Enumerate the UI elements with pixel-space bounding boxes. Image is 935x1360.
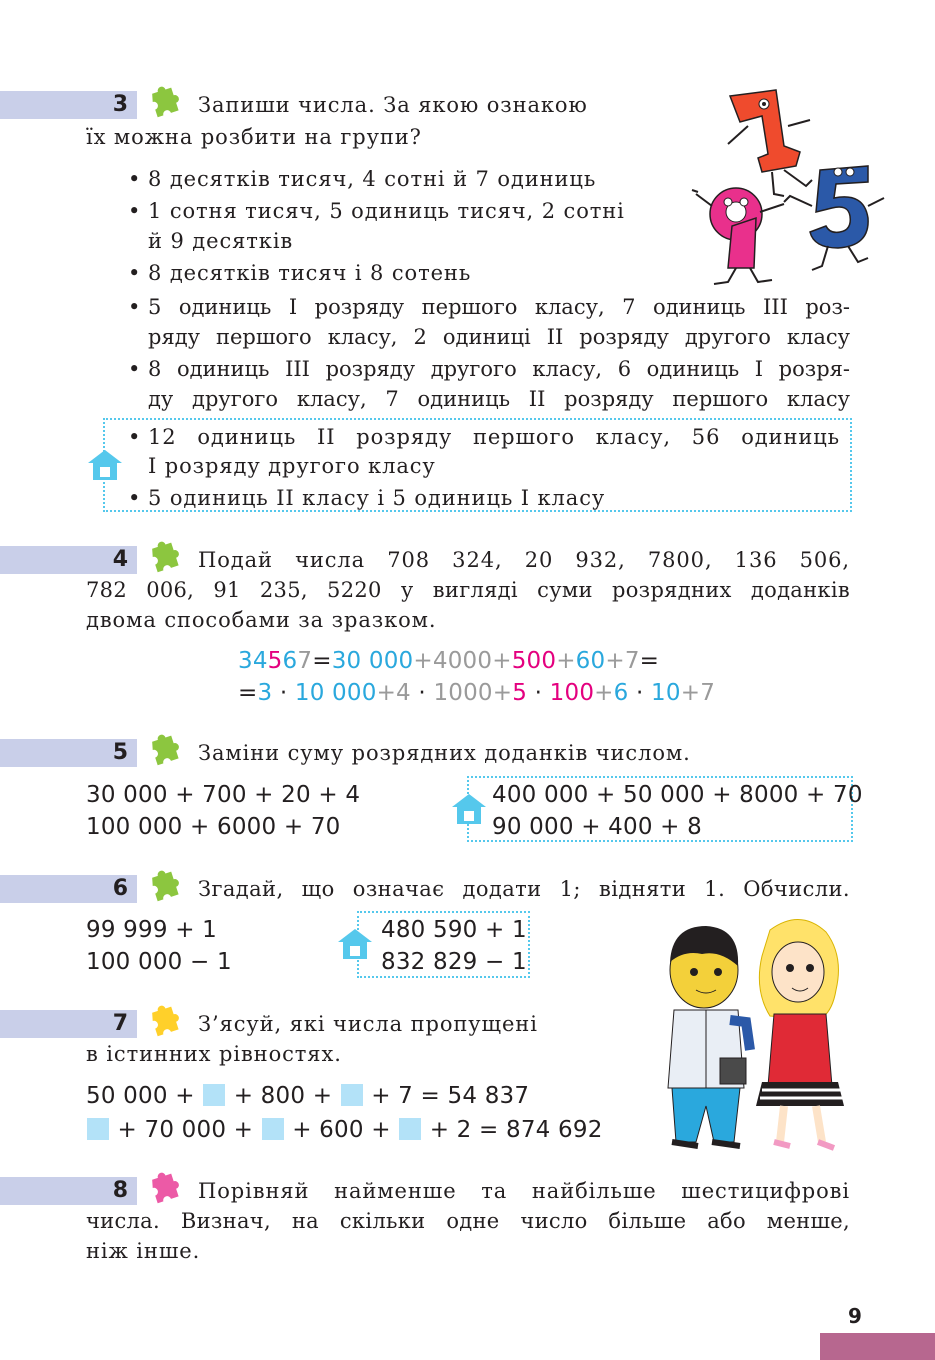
girl-figure [756,919,844,1148]
sample-token: 30 000 [331,648,414,674]
task-6-text: Згадай, що означає додати 1; відняти 1. Обчисли. [198,877,850,901]
task-4-text-line-3: двома способами за зразком. [86,608,437,632]
task-6-number: 6 [112,876,128,901]
task-4-text-line-2: 782 006, 91 235, 5220 у вигляді суми розрядних доданків [86,578,850,602]
sample-token: 60 [575,648,606,674]
list-bullet: • [128,486,141,510]
task-4-number: 4 [112,547,128,572]
sample-token: + [556,648,576,674]
sample-token: + [680,680,701,706]
homework-item: 12 одиниць II розряду першого класу, 56 одиниць [148,425,840,449]
sample-token: 1000 [433,680,493,706]
sample-token: 34 [238,648,268,674]
sample-expansion-line-1 [238,645,659,677]
sample-token: = [312,648,332,674]
task-6-expression: 99 999 + 1 [86,917,218,943]
task-8-text-line-2: числа. Визнач, на скільки одне число більше або менше, [86,1209,850,1233]
task-8-number: 8 [112,1178,128,1203]
sample-token: + [413,648,433,674]
list-item: 5 одиниць I розряду першого класу, 7 одиниць III роз- [148,295,850,319]
puzzle-piece-icon [146,1003,186,1043]
sample-token: 100 [549,680,595,706]
list-item: 1 сотня тисяч, 5 одиниць тисяч, 2 сотні [148,199,625,223]
list-item: 8 одиниць III розряду другого класу, 6 одиниць I розря- [148,357,850,381]
task-7-equation-1 [86,1080,529,1112]
sample-token: + [605,648,625,674]
sample-token: 7 [700,680,716,706]
task-8-text-line-3: ніж інше. [86,1239,201,1263]
list-bullet: • [128,295,141,319]
sample-token: · [410,680,434,706]
task-6-expression: 100 000 − 1 [86,949,232,975]
task-5-expression: 100 000 + 6000 + 70 [86,814,341,840]
sample-token: = [639,648,660,674]
sample-token: 7 [624,648,640,674]
homework-expression: 90 000 + 400 + 8 [492,814,702,840]
sample-token: + [492,680,513,706]
sample-token: 3 [257,680,273,706]
sample-token: + [492,648,512,674]
puzzle-piece-icon [146,539,186,579]
sample-token: + [376,680,397,706]
list-bullet: • [128,167,141,191]
list-bullet: • [128,261,141,285]
boy-figure [668,926,750,1146]
sample-token: 5 [267,648,283,674]
sample-token: + [594,680,614,706]
sample-token: 6 [282,648,298,674]
missing-number-blank[interactable] [203,1084,225,1106]
sample-token: 10 000 [294,680,377,706]
task-5-expression: 30 000 + 700 + 20 + 4 [86,782,361,808]
list-item-continuation: ду другого класу, 7 одиниць II розряду першого класу [148,387,850,411]
task-3-number: 3 [112,92,128,117]
homework-item-continuation: I розряду другого класу [148,454,436,478]
number-one-figure [728,90,812,196]
number-nine-figure [692,188,784,284]
sample-token: 7 [297,648,313,674]
equation-part: + 2 = 874 692 [429,1117,603,1143]
sample-token: = [238,680,258,706]
sample-token: 500 [511,648,557,674]
list-bullet: • [128,425,141,449]
task-7-text-line-1: З’ясуй, які числа пропущені [198,1012,538,1036]
equation-part: 50 000 + [86,1083,195,1109]
task-7-number: 7 [112,1011,128,1036]
list-bullet: • [128,199,141,223]
task-5-number: 5 [112,740,128,765]
sample-token: 5 [512,680,528,706]
equation-part: + 800 + [233,1083,333,1109]
sample-token: · [272,680,295,706]
puzzle-piece-icon [146,84,186,124]
page-number-tab [820,1333,935,1360]
missing-number-blank[interactable] [262,1118,284,1140]
sample-token: 4000 [432,648,493,674]
homework-expression: 832 829 − 1 [381,949,527,975]
task-4-text-line-1: Подай числа 708 324, 20 932, 7800, 136 506, [198,548,850,572]
puzzle-piece-icon [146,732,186,772]
sample-token: 10 [651,680,681,706]
list-item-continuation: й 9 десятків [148,229,294,253]
task-3-text-line-1: Запиши числа. За якою ознакою [198,93,588,117]
task-3-text-line-2: їх можна розбити на групи? [86,125,422,149]
page-number: 9 [848,1304,862,1328]
children-illustration [650,910,850,1155]
task-7-text-line-2: в істинних рівностях. [86,1042,342,1066]
equation-part: + 70 000 + [117,1117,254,1143]
homework-item: 5 одиниць II класу і 5 одиниць I класу [148,486,606,510]
sample-token: 4 [396,680,411,706]
sample-token: · [628,680,652,706]
equation-part: + 7 = 54 837 [371,1083,530,1109]
sample-token: · [527,680,550,706]
missing-number-blank[interactable] [87,1118,109,1140]
homework-expression: 480 590 + 1 [381,917,527,943]
task-8-text-line-1: Порівняй найменше та найбільше шестицифрові [198,1179,850,1203]
task-7-equation-2 [86,1114,603,1146]
list-item: 8 десятків тисяч і 8 сотень [148,261,472,285]
list-bullet: • [128,357,141,381]
house-icon [336,927,374,961]
puzzle-piece-icon [146,868,186,908]
missing-number-blank[interactable] [341,1084,363,1106]
house-icon [86,448,124,482]
dancing-numbers-illustration [688,86,888,291]
list-item-continuation: ряду першого класу, 2 одиниці II розряду другого класу [148,325,850,349]
sample-expansion-line-2 [238,677,715,709]
house-icon [450,792,488,826]
missing-number-blank[interactable] [399,1118,421,1140]
sample-token: 6 [613,680,629,706]
equation-part: + 600 + [292,1117,391,1143]
task-5-text: Заміни суму розрядних доданків числом. [198,741,691,765]
puzzle-piece-icon [146,1170,186,1210]
list-item: 8 десятків тисяч, 4 сотні й 7 одиниць [148,167,597,191]
homework-expression: 400 000 + 50 000 + 8000 + 70 [492,782,863,808]
